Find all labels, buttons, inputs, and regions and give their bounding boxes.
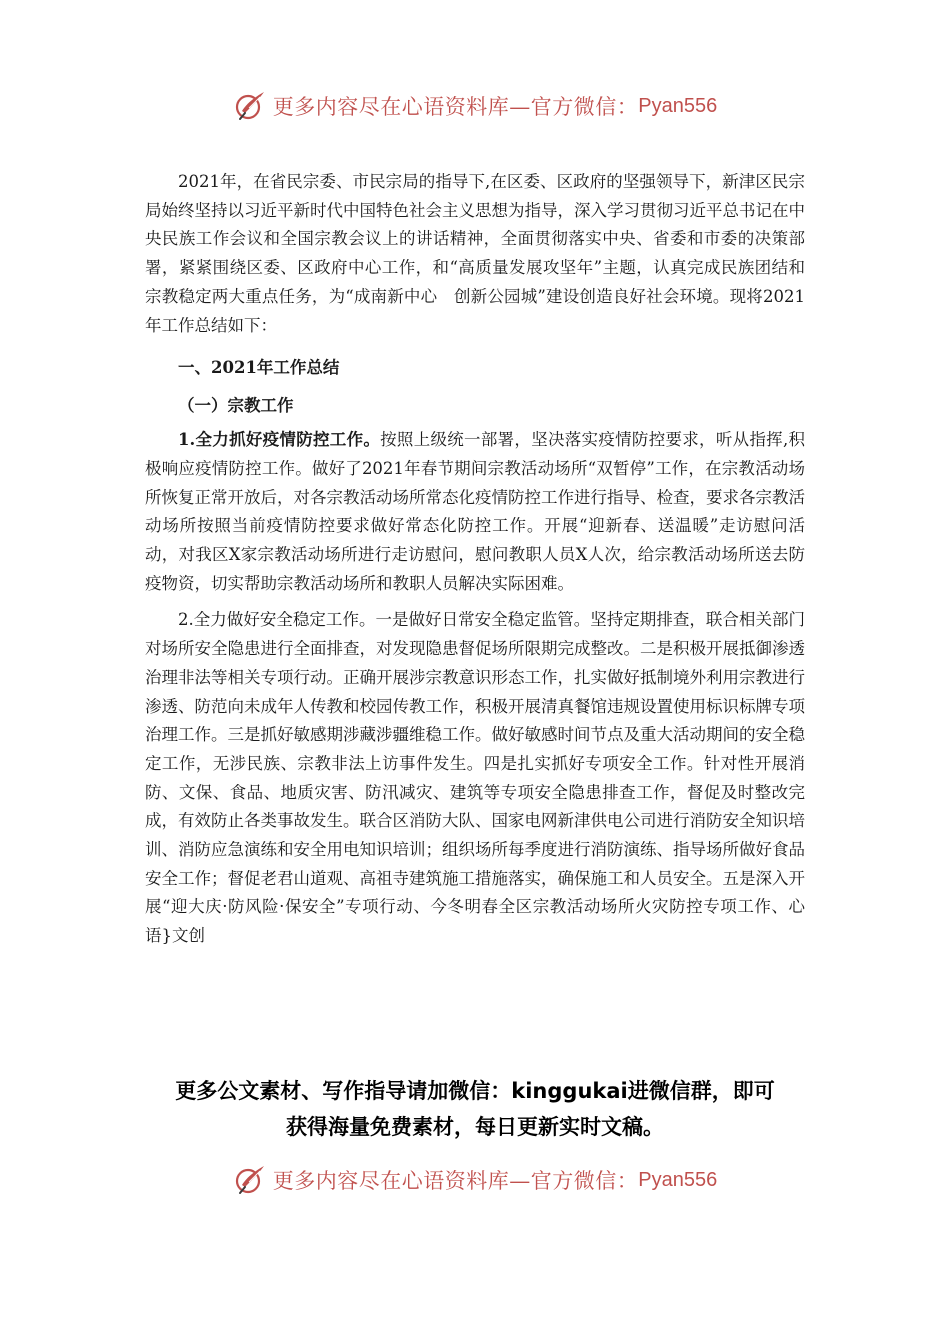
promo-block	[120, 1073, 830, 1145]
document-body	[145, 168, 805, 951]
banner-wechat-id: Pyan556	[638, 94, 718, 117]
promo-line-1: 更多公文素材、写作指导请加微信：kinggukai进微信群，即可	[175, 1079, 775, 1103]
banner-text: 更多内容尽在心语资料库—官方微信：	[272, 95, 639, 119]
header-banner	[0, 86, 950, 126]
banner-wechat-id: Pyan556	[638, 1168, 718, 1191]
promo-line-2: 获得海量免费素材，每日更新实时文稿。	[286, 1115, 664, 1139]
footer-banner	[0, 1160, 950, 1200]
quill-logo-icon	[233, 1163, 267, 1197]
intro-paragraph: 2021年，在省民宗委、市民宗局的指导下,在区委、区政府的坚强领导下，新津区民宗局始终坚持以习近平新时代中国特色社会主义思想为指导，深入学习贯彻习近平总书记在中央民族工作会议和全国宗教会议上的讲话精神，全面贯彻落实中央、省委和市委的决策部署，紧紧围绕区委、区政府中心工作，和“高质量发展攻坚年”主题，认真完成民族团结和宗教稳定两大重点任务，为“成南新中心 创新公园城”建设创造良好社会环境。现将2021年工作总结如下：	[145, 172, 805, 335]
item-1-text: 按照上级统一部署，坚决落实疫情防控要求，听从指挥,积极响应疫情防控工作。做好了2021年春节期间宗教活动场所“双暂停”工作，在宗教活动场所恢复正常开放后，对各宗教活动场所常态化疫情防控工作进行指导、检查，要求各宗教活动场所按照当前疫情防控要求做好常态化防控工作。开展“迎新春、送温暖”走访慰问活动，对我区X家宗教活动场所进行走访慰问，慰问教职人员X人次，给宗教活动场所送去防疫物资，切实帮助宗教活动场所和教职人员解决实际困难。	[145, 430, 805, 593]
item-2-paragraph: 2.全力做好安全稳定工作。一是做好日常安全稳定监管。坚持定期排查，联合相关部门对场所安全隐患进行全面排查，对发现隐患督促场所限期完成整改。二是积极开展抵御渗透治理非法等相关专项行动。正确开展涉宗教意识形态工作，扎实做好抵制境外利用宗教进行渗透、防范向未成年人传教和校园传教工作，积极开展清真餐馆违规设置使用标识标牌专项治理工作。三是抓好敏感期涉藏涉疆维稳工作。做好敏感时间节点及重大活动期间的安全稳定工作，无涉民族、宗教非法上访事件发生。四是扎实抓好专项安全工作。针对性开展消防、文保、食品、地质灾害、防汛减灾、建筑等专项安全隐患排查工作，督促及时整改完成，有效防止各类事故发生。联合区消防大队、国家电网新津供电公司进行消防安全知识培训、消防应急演练和安全用电知识培训；组织场所每季度进行消防演练、指导场所做好食品安全工作；督促老君山道观、高祖寺建筑施工措施落实，确保施工和人员安全。五是深入开展“迎大庆·防风险·保安全”专项行动、今冬明春全区宗教活动场所火灾防控专项工作、心语}文创	[145, 610, 805, 946]
quill-logo-icon	[233, 89, 267, 123]
subsection-heading: （一）宗教工作	[178, 396, 294, 416]
item-1-lead: 1.全力抓好疫情防控工作。	[178, 430, 381, 450]
section-heading: 一、2021年工作总结	[178, 358, 340, 378]
item-1-paragraph	[145, 426, 805, 598]
banner-text: 更多内容尽在心语资料库—官方微信：	[272, 1169, 639, 1193]
